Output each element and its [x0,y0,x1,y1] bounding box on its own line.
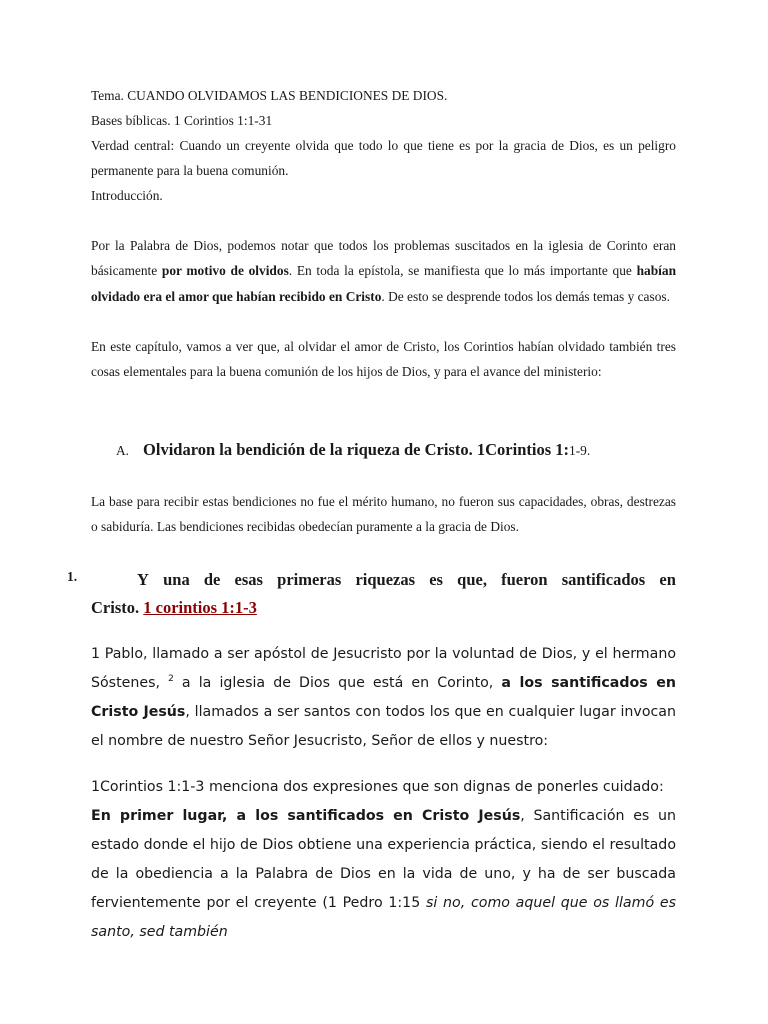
intro-paragraph-1 [91,233,676,309]
verse-text-2: a la iglesia de Dios que está en Corinto, [173,675,502,691]
heading-word: una [163,570,190,589]
verse-bold: a los santificados en Cristo Jesús [91,675,676,720]
commentary-bold: En primer lugar, a los santificados en Cristo Jesús [91,808,521,824]
heading-word: que, [457,570,487,589]
heading-word: fueron [501,570,548,589]
section-a-title: Olvidaron la bendición de la riqueza de Cristo. 1Corintios 1: [143,440,569,459]
section-a-letter: A. [116,443,130,458]
intro-text-1: Por la Palabra de Dios, podemos notar que todos los problemas suscitados en la iglesia de Corinto eran básicamente [91,238,676,279]
heading-word: santificados [561,570,646,589]
base-paragraph: La base para recibir estas bendiciones no fue el mérito humano, no fueron sus capacidades, obras, destrezas o sabiduría. Las bendiciones recibidas obedecían puramente a la gracia de Dios. [91,494,676,535]
point-1-line-2 [91,594,676,622]
tema-line: Tema. CUANDO OLVIDAMOS LAS BENDICIONES DE DIOS. [91,88,448,103]
commentary-italic: si no, como aquel que os llamó es santo, sed también [91,895,676,940]
point-1-line-1 [91,566,676,594]
point-1-line-2-text: Cristo. [91,598,140,617]
point-1-number: 1. [67,569,78,584]
heading-word: primeras [277,570,342,589]
intro-paragraph-2: En este capítulo, vamos a ver que, al olvidar el amor de Cristo, los Corintios habían olvidado también tres cosas elementales para la buena comunión de los hijos de Dios, y para el avance del ministerio: [91,339,676,380]
verse-paragraph [91,640,676,756]
commentary-text: , Santificación es un estado donde el hijo de Dios obtiene una experiencia práctica, siendo el resultado de la obediencia a la Palabra de Dios en la vida de uno, y ha de ser buscada fervientemente por el creyente (1 Pedro 1:15 [91,808,676,911]
commentary-paragraph [91,802,676,947]
intro-bold-2: habían olvidado era el amor que habían recibido en Cristo [91,263,677,304]
verdad-central: Verdad central: Cuando un creyente olvida que todo lo que tiene es por la gracia de Dios, es un peligro permanente para la buena comunión. [91,138,676,179]
heading-word: en [659,570,676,589]
intro-bold-1: por motivo de olvidos [161,263,289,279]
scripture-link[interactable]: 1 corintios 1:1-3 [143,598,257,617]
verse-text-3: , llamados a ser santos con todos los que en cualquier lugar invocan el nombre de nuestro Señor Jesucristo, Señor de ellos y nuestro: [91,704,676,749]
verse-text-1: 1 Pablo, llamado a ser apóstol de Jesucristo por la voluntad de Dios, y el hermano Sóstenes, [91,646,676,691]
verse-number: 2 [168,674,174,684]
heading-word: es [429,570,443,589]
intro-text-3: . De esto se desprende todos los demás temas y casos. [381,288,670,304]
heading-word: esas [234,570,263,589]
heading-word: Y [137,570,149,589]
bases-line: Bases bíblicas. 1 Corintios 1:1-31 [91,113,273,128]
section-a-heading [116,438,716,463]
section-a-ref: 1-9. [569,443,591,458]
point-1-heading [91,566,676,622]
introduccion-label: Introducción. [91,188,163,203]
commentary-intro: 1Corintios 1:1-3 menciona dos expresiones que son dignas de ponerles cuidado: [91,779,664,795]
intro-text-2: . En toda la epístola, se manifiesta que lo más importante que [288,263,637,279]
heading-word: de [203,570,221,589]
heading-word: riquezas [355,570,416,589]
